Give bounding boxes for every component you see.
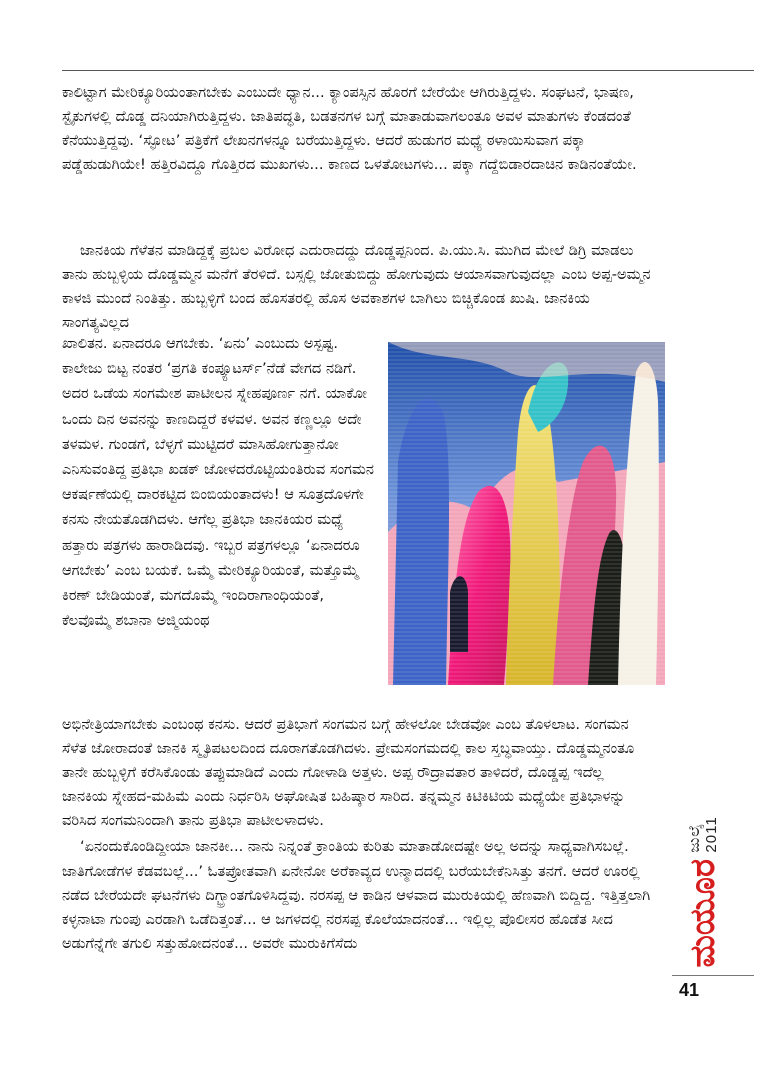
page-number-rule — [672, 975, 754, 976]
wrapped-paragraph — [62, 331, 377, 633]
paragraph-2 — [62, 239, 652, 335]
paragraph-1-text: ಕಾಲಿಟ್ಟಾಗ ಮೇರಿಕ್ಯೂರಿಯಂತಾಗಬೇಕು ಎಂಬುದೇ ಧ್ಯಾನ... ಕ್ಯಾಂಪಸ್ಸಿನ ಹೊರಗೆ ಬೇರೆಯೇ ಆಗಿರುತ್ತಿದ್ದಳು. ಸಂಘಟನೆ, ಭಾಷಣ, ಸ್ಟೈಕುಗಳಲ್ಲಿ ದೊಡ್ಡ ದನಿಯಾಗಿರುತ್ತಿದ್ದಳು. ಜಾತಿಪದ್ಧತಿ, ಬಡತನಗಳ ಬಗ್ಗೆ ಮಾತಾಡುವಾಗಲಂತೂ ಅವಳ ಮಾತುಗಳು ಕೆಂಡದಂತೆ ಕೆನೆಯುತ್ತಿದ್ದವು. ‘ಸ್ಫೋಟ’ ಪತ್ರಿಕೆಗೆ ಲೇಖನಗಳನ್ನೂ ಬರೆಯುತ್ತಿದ್ದಳು. ಆದರೆ ಹುಡುಗರ ಮಧ್ಯೆ ಠಳಾಯಿಸುವಾಗ ಪಕ್ಕಾ ಪಡ್ಡೆಹುಡುಗಿಯೇ! ಹತ್ತಿರವಿದ್ದೂ ಗೊತ್ತಿರದ ಮುಖಗಳು... ಕಾಣದ ಒಳತೋಟಗಳು... ಪಕ್ಕಾ ಗದ್ದೆಬಿಡಾರದಾಚಿನ ಕಾಡಿನಂತೆಯೇ. — [62, 84, 637, 174]
abstract-painting-image — [388, 342, 665, 685]
top-rule — [62, 70, 754, 71]
page-number: 41 — [679, 980, 700, 1000]
paragraph-1 — [62, 81, 652, 177]
magazine-logo: ಮಯೂರ — [683, 858, 723, 967]
paragraph-2-text: ಜಾನಕಿಯ ಗೆಳೆತನ ಮಾಡಿದ್ದಕ್ಕೆ ಪ್ರಬಲ ವಿರೋಧ ಎದುರಾದದ್ದು ದೊಡ್ಡಪ್ಪನಿಂದ. ಪಿ.ಯು.ಸಿ. ಮುಗಿದ ಮೇಲೆ ಡಿಗ್ರಿ ಮಾಡಲು ತಾನು ಹುಬ್ಬಳ್ಳಿಯ ದೊಡ್ಡಮ್ಮನ ಮನೆಗೆ ತೆರಳಿದೆ. ಬಸ್ಸಲ್ಲಿ ಜೋತುಬಿದ್ದು ಹೋಗುವುದು ಆಯಾಸವಾಗುವುದಲ್ಲಾ ಎಂಬ ಅಪ್ಪ-ಅಮ್ಮನ ಕಾಳಜಿ ಮುಂದೆ ನಿಂತಿತ್ತು. ಹುಬ್ಬಳ್ಳಿಗೆ ಬಂದ ಹೊಸತರಲ್ಲಿ ಹೊಸ ಅವಕಾಶಗಳ ಬಾಗಿಲು ಬಿಚ್ಚಿಕೊಂಡ ಖುಷಿ. ಜಾನಕಿಯ ಸಾಂಗತ್ಯವಿಲ್ಲದ — [62, 242, 651, 332]
issue-date: ಜುಲೈ 2011 — [686, 816, 720, 853]
paragraph-3-text: ಅಭಿನೇತ್ರಿಯಾಗಬೇಕು ಎಂಬಂಥ ಕನಸು. ಆದರೆ ಪ್ರತಿಭಾಗೆ ಸಂಗಮನ ಬಗ್ಗೆ ಹೇಳಲೋ ಬೇಡವೋ ಎಂಬ ತೊಳಲಾಟ. ಸಂಗಮನ ಸೆಳೆತ ಜೋರಾದಂತೆ ಜಾನಕಿ ಸ್ಮೃತಿಪಟಲದಿಂದ ದೂರಾಗತೊಡಗಿದಳು. ಪ್ರೇಮಸಂಗಮದಲ್ಲಿ ಕಾಲ ಸ್ತಬ್ಧವಾಯ್ತು. ದೊಡ್ಡಮ್ಮನಂತೂ ತಾನೇ ಹುಬ್ಬಳ್ಳಿಗೆ ಕರೆಸಿಕೊಂಡು ತಪ್ಪುಮಾಡಿದೆ ಎಂದು ಗೋಳಾಡಿ ಅತ್ತಳು. ಅಪ್ಪ ರೌದ್ರಾವತಾರ ತಾಳಿದರೆ, ದೊಡ್ಡಪ್ಪ ಇದೆಲ್ಲ ಜಾನಕಿಯ ಸ್ನೇಹದ-ಮಹಿಮೆ ಎಂದು ನಿರ್ಧರಿಸಿ ಅಘೋಷಿತ ಬಹಿಷ್ಕಾರ ಸಾರಿದ. ತನ್ನಮ್ಮನ ಕಿಟಿಕಿಟಿಯ ಮಧ್ಯೆಯೇ ಪ್ರತಿಭಾಳನ್ನು ವರಿಸಿದ ಸಂಗಮನಿಂದಾಗಿ ತಾನು ಪ್ರತಿಭಾ ಪಾಟೀಲಳಾದಳು. — [62, 716, 635, 830]
wrapped-paragraph-text: ಖಾಲಿತನ. ಏನಾದರೂ ಆಗಬೇಕು. ‘ಏನು’ ಎಂಬುದು ಅಸ್ಪಷ್ಟ. ಕಾಲೇಜು ಬಿಟ್ಟ ನಂತರ ‘ಪ್ರಗತಿ ಕಂಪ್ಯೂಟರ್ಸ್’ನೆಡೆ ವೇಗದ ನಡಿಗೆ. ಅದರ ಒಡೆಯ ಸಂಗಮೇಶ ಪಾಟೀಲನ ಸ್ನೇಹಪೂರ್ಣ ನಗೆ. ಯಾಕೋ ಒಂದು ದಿನ ಅವನನ್ನು ಕಾಣದಿದ್ದರೆ ಕಳವಳ. ಅವನ ಕಣ್ಣಲ್ಲೂ ಅದೇ ತಳಮಳ. ಗುಂಡಗೆ, ಬೆಳ್ಳಗೆ ಮುಟ್ಟಿದರೆ ಮಾಸಿಹೋಗುತ್ತಾನೋ ಎನಿಸುವಂತಿದ್ದ ಪ್ರತಿಭಾ ಖಡಕ್ ಜೋಳದರೊಟ್ಟಿಯಂತಿರುವ ಸಂಗಮನ ಆಕರ್ಷಣೆಯಲ್ಲಿ ದಾರಕಟ್ಟಿದ ಬಿಂಬಿಯಂತಾದಳು! ಆ ಸೂತ್ರದೊಳಗೇ ಕನಸು ನೇಯತೊಡಗಿದಳು. ಆಗೆಲ್ಲ ಪ್ರತಿಭಾ ಜಾನಕಿಯರ ಮಧ್ಯೆ ಹತ್ತಾರು ಪತ್ರಗಳು ಹಾರಾಡಿದವು. ಇಬ್ಬರ ಪತ್ರಗಳಲ್ಲೂ ‘ಏನಾದರೂ ಆಗಬೇಕು’ ಎಂಬ ಬಯಕೆ. ಒಮ್ಮೆ ಮೇರಿಕ್ಯೂರಿಯಂತೆ, ಮತ್ತೊಮ್ಮೆ ಕಿರಣ್ ಬೇಡಿಯಂತೆ, ಮಗದೊಮ್ಮೆ ಇಂದಿರಾಗಾಂಧಿಯಂತೆ, ಕೆಲವೊಮ್ಮೆ ಶಬಾನಾ ಅಜ್ಮಿಯಂಥ — [62, 335, 374, 630]
paragraph-3 — [62, 713, 652, 956]
magazine-masthead — [683, 792, 723, 967]
paragraph-4-text: ‘ಏನಂದುಕೊಂಡಿದ್ದೀಯಾ ಜಾನಕೀ... ನಾನು ನಿನ್ನಂತೆ ಕ್ರಾಂತಿಯ ಕುರಿತು ಮಾತಾಡೋದಷ್ಟೇ ಅಲ್ಲ ಅದನ್ನು ಸಾಧ್ಯವಾಗಿಸಬಲ್ಲೆ. ಜಾತಿಗೋಡೆಗಳ ಕೆಡವಬಲ್ಲೆ...’ ಓತಪ್ರೋತವಾಗಿ ಏನೇನೋ ಅರೆಕಾವ್ಯದ ಉನ್ಮಾದದಲ್ಲಿ ಬರೆಯಬೇಕೆನಿಸಿತ್ತು ತನಗೆ. ಆದರೆ ಊರಲ್ಲಿ ನಡೆದ ಬೇರೆಯದೇ ಘಟನೆಗಳು ದಿಗ್ಭ್ರಾಂತಗೊಳಿಸಿದ್ದವು. ನರಸಪ್ಪ ಆ ಕಾಡಿನ ಆಳವಾದ ಮುರುಕಿಯಲ್ಲಿ ಹೆಣವಾಗಿ ಬಿದ್ದಿದ್ದ. ಇತ್ತಿತ್ತಲಾಗಿ ಕಳ್ಳನಾಟಾ ಗುಂಪು ಎರಡಾಗಿ ಒಡೆದಿತ್ತಂತೆ... ಆ ಜಗಳದಲ್ಲಿ ನರಸಪ್ಪ ಕೊಲೆಯಾದನಂತೆ... ಇಲ್ಲಿಲ್ಲ ಪೊಲೀಸರ ಹೊಡೆತ ಸೀದ ಅಡುಗೆನ್ನೆಗೇ ತಗುಲಿ ಸತ್ತುಹೋದನಂತೆ... ಅವರೇ ಮುರುಕಿಗೆಸೆದು — [62, 838, 651, 952]
